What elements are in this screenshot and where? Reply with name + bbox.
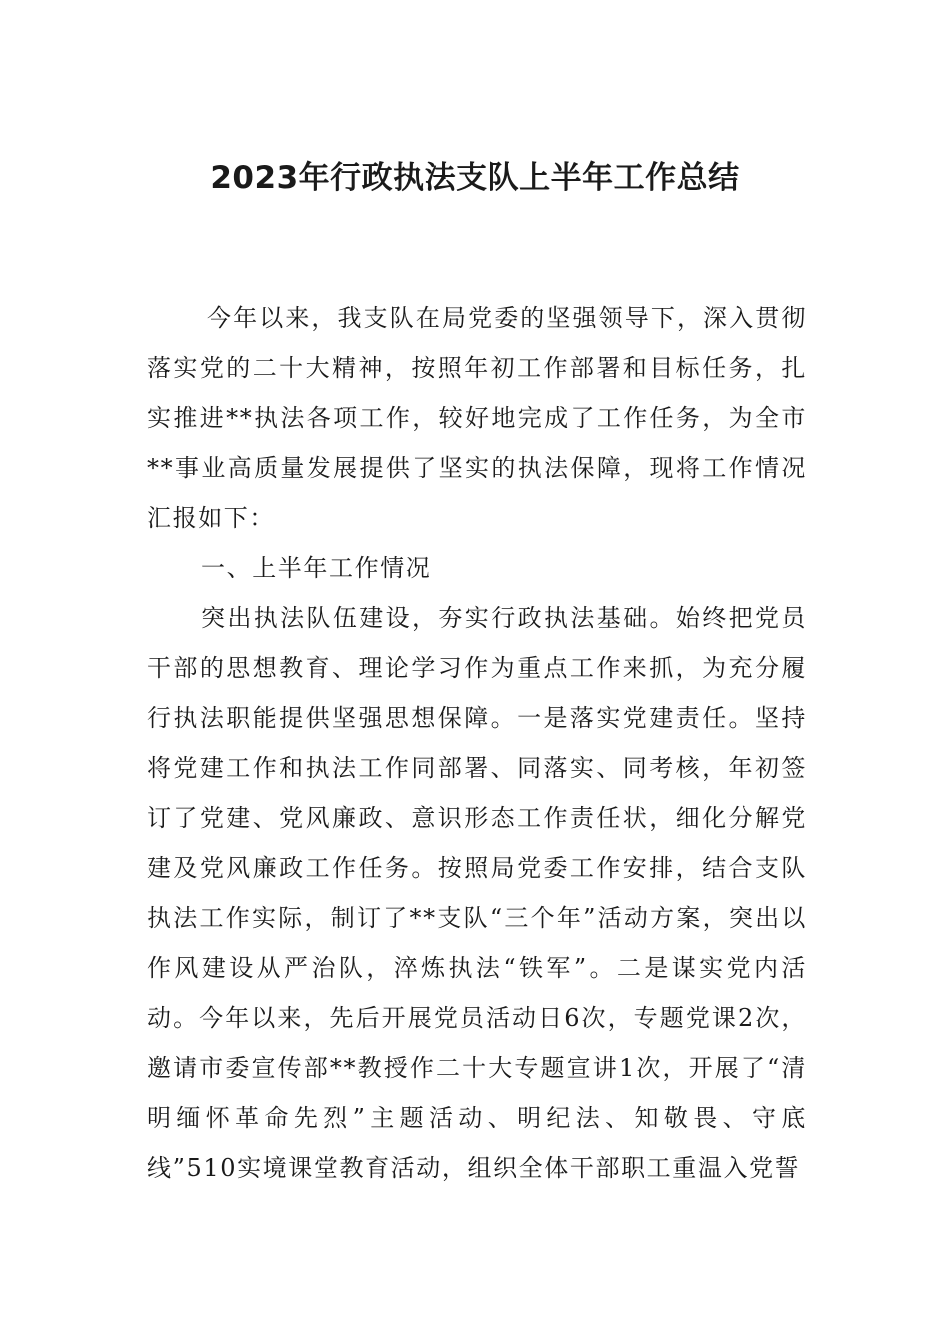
document-title: 2023年行政执法支队上半年工作总结 bbox=[210, 160, 740, 196]
paragraph-intro: 今年以来，我支队在局党委的坚强领导下，深入贯彻落实党的二十大精神，按照年初工作部署和目标任务，扎实推进**执法各项工作，较好地完成了工作任务，为全市**事业高质量发展提供了坚实的执法保障，现将工作情况汇报如下： bbox=[147, 304, 807, 532]
section-heading: 一、上半年工作情况 bbox=[201, 554, 432, 582]
document-body bbox=[147, 293, 807, 1193]
paragraph-team-building: 突出执法队伍建设，夯实行政执法基础。始终把党员干部的思想教育、理论学习作为重点工作来抓，为充分履行执法职能提供坚强思想保障。一是落实党建责任。坚持将党建工作和执法工作同部署、同落实、同考核，年初签订了党建、党风廉政、意识形态工作责任状，细化分解党建及党风廉政工作任务。按照局党委工作安排，结合支队执法工作实际，制订了**支队“三个年”活动方案，突出以作风建设从严治队，淬炼执法“铁军”。二是谋实党内活动。今年以来，先后开展党员活动日6次，专题党课2次，邀请市委宣传部**教授作二十大专题宣讲1次，开展了“清明缅怀革命先烈”主题活动、明纪法、知敬畏、守底线”510实境课堂教育活动，组织全体干部职工重温入党誓 bbox=[147, 604, 807, 1182]
